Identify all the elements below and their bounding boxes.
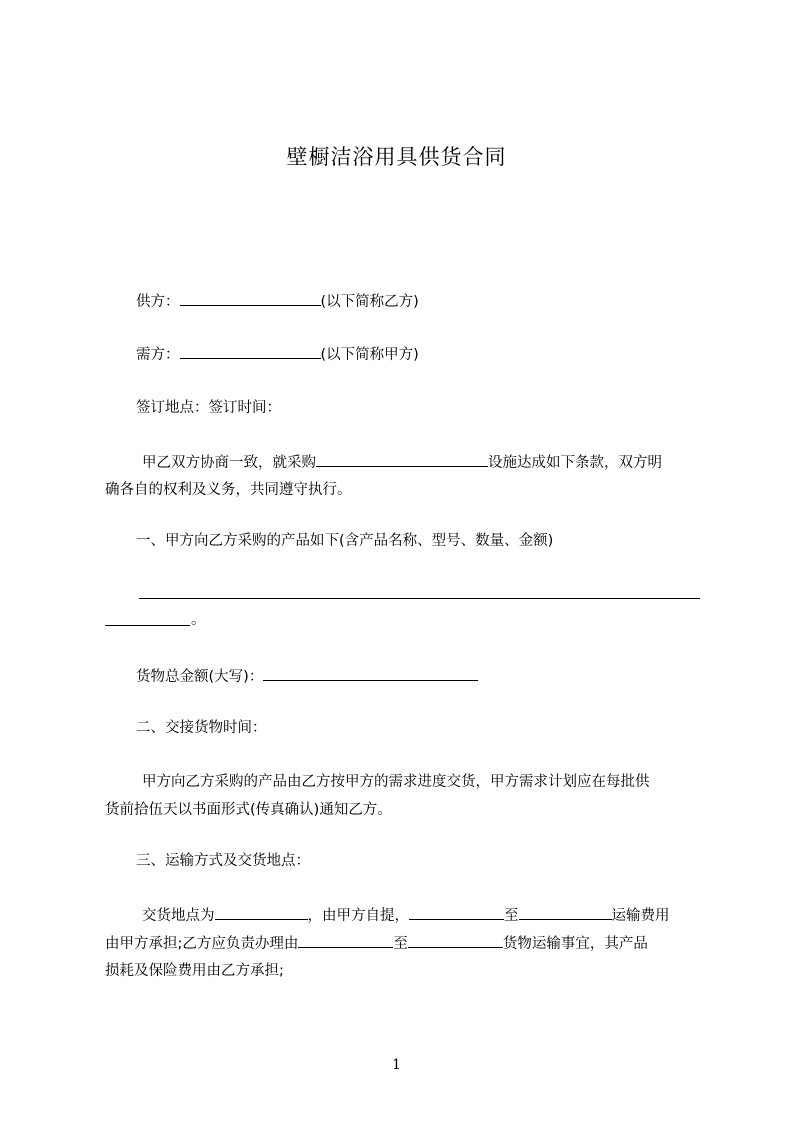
- section3-line-2: [105, 933, 648, 954]
- to-text-2: 至: [393, 936, 408, 952]
- document-title: 壁橱洁浴用具供货合同: [286, 145, 507, 169]
- self-pickup-text: ，由甲方自提，: [307, 908, 409, 924]
- pickup-from-blank: [409, 905, 504, 920]
- freight-cost-text: 运输费用: [611, 908, 670, 924]
- supplier-suffix: (以下简称乙方): [320, 294, 419, 310]
- total-amount-line: [136, 666, 478, 687]
- section2-line-2: 货前拾伍天以书面形式(传真确认)通知乙方。: [105, 802, 392, 818]
- intro-line-2: 确各自的权利及义务，共同遵守执行。: [105, 482, 352, 498]
- page-number: 1: [392, 1057, 401, 1073]
- delivery-place-label: 交货地点为: [142, 908, 215, 924]
- section3-heading: 三、运输方式及交货地点：: [136, 853, 310, 869]
- supplier-label: 供方：: [136, 294, 180, 310]
- purchase-item-blank: [316, 452, 488, 467]
- buyer-blank: [180, 344, 321, 359]
- section1-heading: 一、甲方向乙方采购的产品如下(含产品名称、型号、数量、金额): [136, 533, 554, 549]
- product-list-end-mark: 。: [191, 612, 206, 628]
- to-text-1: 至: [504, 908, 519, 924]
- transport-arrange-text: 由甲方承担;乙方应负责办理由: [105, 936, 299, 952]
- total-amount-blank: [263, 666, 478, 681]
- supplier-blank: [180, 291, 321, 306]
- total-amount-label: 货物总金额(大写)：: [136, 669, 264, 685]
- buyer-label: 需方：: [136, 347, 180, 363]
- pickup-to-blank: [519, 905, 612, 920]
- section3-line-1: [142, 905, 670, 926]
- transport-matters-text: 货物运输事宜，其产品: [502, 936, 648, 952]
- section3-line-3: 损耗及保险费用由乙方承担;: [105, 963, 284, 979]
- section2-heading: 二、交接货物时间：: [136, 720, 267, 736]
- transport-to-blank: [408, 933, 503, 948]
- supplier-line: [136, 291, 419, 312]
- product-list-rule-2: [105, 625, 190, 626]
- transport-from-blank: [298, 933, 393, 948]
- buyer-suffix: (以下简称甲方): [320, 347, 419, 363]
- section2-line-1: 甲方向乙方采购的产品由乙方按甲方的需求进度交货，甲方需求计划应在每批供: [142, 774, 650, 790]
- intro-prefix: 甲乙双方协商一致，就采购: [142, 455, 316, 471]
- intro-suffix: 设施达成如下条款，双方明: [488, 455, 662, 471]
- product-list-rule-1: [139, 598, 700, 599]
- buyer-line: [136, 344, 419, 365]
- intro-line-1: [142, 452, 662, 473]
- signing-line: 签订地点：签订时间：: [136, 400, 281, 416]
- delivery-place-blank: [215, 905, 308, 920]
